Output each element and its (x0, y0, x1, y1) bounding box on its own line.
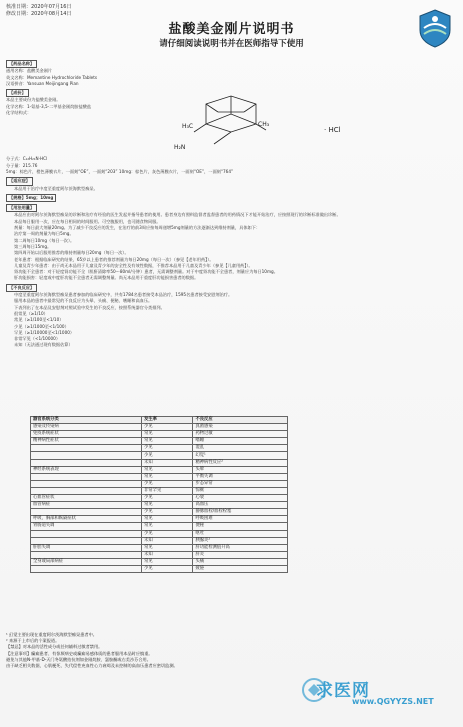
cell-frequency: 常见 (142, 516, 193, 523)
cell-frequency: 未知 (142, 459, 193, 466)
cell-frequency: 常见 (142, 523, 193, 530)
table-row (31, 516, 288, 523)
freq-line-3: 罕见（≥1/10000至<1/1000） (14, 329, 75, 335)
cell-system: 感染及传染病 (31, 424, 142, 431)
table-row (31, 565, 288, 572)
cell-reaction: 头痛 (193, 558, 288, 565)
table-header-row (31, 417, 288, 424)
cell-system: 全身或局部病症 (31, 558, 142, 565)
cell-system: 肝胆失调 (31, 544, 142, 551)
chemical-name: 化学名称：1-氨基-3,5-二甲基金刚烷胺盐酸盐 (6, 103, 92, 109)
date-block (6, 4, 71, 18)
table-row (31, 459, 288, 466)
cell-system (31, 487, 142, 494)
cell-frequency: 少见 (142, 445, 193, 452)
body-line-19: 下表列出了在本品及安慰剂对照试验中发生的不良反应，按照系统器官分类排列。 (14, 304, 165, 310)
cell-system (31, 530, 142, 537)
cell-system: 呼吸、胸部和纵隔症状 (31, 516, 142, 523)
molecular-weight: 分子量：215.76 (6, 162, 38, 168)
cell-frequency: 少见 (142, 480, 193, 487)
name-heading: 【药品名称】 (6, 60, 37, 68)
body-line-2: 本品用于治疗中度至重度阿尔茨海默型痴呆。 (14, 185, 98, 191)
table-row (31, 480, 288, 487)
molecular-formula: 分子式：C₁₂H₂₁N·HCl (6, 156, 48, 162)
cell-frequency: 未知 (142, 537, 193, 544)
body-line-6: 本品每日服用一次，应在每日相同的时间服用。可空腹服用，也可随食物同服。 (14, 218, 161, 224)
table-row (31, 509, 288, 516)
cell-reaction: 平衡失调 (193, 473, 288, 480)
body-line-18: 服用本品的患者中最常见的不良反应为头晕、头痛、便秘、嗜睡和高血压。 (14, 298, 153, 304)
table-row (31, 445, 288, 452)
table-row (31, 487, 288, 494)
cell-reaction: 幻觉¹ (193, 452, 288, 459)
cell-system (31, 459, 142, 466)
cell-system (31, 509, 142, 516)
table-row (31, 431, 288, 438)
body-line-17: 中度至重度阿尔茨海默型痴呆患者参加的临床研究中，共有1784名患者接受本品治疗，1595名患者接受安慰剂治疗。 (14, 292, 233, 298)
table-row (31, 530, 288, 537)
formula-label: 化学结构式： (6, 110, 32, 116)
cell-frequency: 常见 (142, 473, 193, 480)
cell-system: 免疫系统症状 (31, 431, 142, 438)
cell-frequency: 少见 (142, 530, 193, 537)
lower-line-0: ¹ 幻觉主要出现在重度阿尔茨海默型痴呆患者中。 (6, 632, 97, 637)
cell-reaction: 肝炎 (193, 551, 288, 558)
lower-line-5: 由于缺乏相关数据，心肌梗死、失代偿性充血性心力衰竭及未控制的高血压患者应密切监测。 (6, 663, 178, 669)
h3c-label: H₃C (182, 123, 194, 130)
pinyin-name: 汉语拼音：Yansuan Meijingang Pian (6, 80, 79, 86)
watermark-text: 求医网 (316, 681, 370, 701)
table-row (31, 551, 288, 558)
nh2-label: H₂N (174, 144, 186, 151)
cell-reaction: 步态异常 (193, 480, 288, 487)
body-line-9: 第二周每日10mg（每日一次）。 (14, 237, 75, 243)
cell-reaction: 药物过敏 (193, 431, 288, 438)
lower-line-4: 避免与其他N-甲基-D-天门冬氨酸拮抗剂如金刚烷胺、氯胺酮或右美沙芬合用。 (6, 656, 151, 662)
ch3-label: CH₃ (258, 121, 270, 128)
freq-line-4: 非常罕见（<1/10000） (14, 336, 61, 342)
revision-date: 修改日期：2020年08月14日 (6, 11, 72, 17)
body-line-0: 5mg：棕色片，橙色薄膜衣片，一面刻“OE”，一面刻“203” 10mg：棕色片，灰色薄膜衣片，一面刻“OE”，一面刻“764” (6, 168, 234, 174)
cell-reaction: 静脉血栓/血栓栓塞 (193, 509, 288, 516)
body-line-7: 剂量：每日最大剂量20mg。为了减少不良反应的发生，在治疗的前3周应按每周递增5mg剂量的方法逐渐达到维持剂量，具体如下： (14, 225, 261, 231)
body-line-5: 本品应由对阿尔茨海默型痴呆的诊断和治疗有经验的医生发起并指导患者的使用。患者身边有照料监督者监督患者的用药情况下才能开始治疗，应按照现行的诊断标准做出诊断。 (14, 212, 341, 218)
table-row (31, 495, 288, 502)
cell-frequency: 常见 (142, 431, 193, 438)
watermark-url: www.QGYYZS.NET (352, 697, 434, 706)
cell-system (31, 473, 142, 480)
body-line-15: 肝功能损害：轻度或中度肝功能不全患者无需调整剂量。尚无本品用于重度肝功能损害患者的数据。 (14, 275, 199, 281)
component-heading: 【成份】 (6, 89, 29, 97)
body-line-12: 老年患者：根据临床研究的结果，65岁以上患者的推荐剂量为每日20mg（每日一次）（参见【老年用药】）。 (14, 256, 214, 262)
freq-line-0: 很常见（≥1/10） (14, 310, 48, 316)
col-header-system: 器官系统分类 (31, 417, 142, 424)
document-title: 盐酸美金刚片说明书 (168, 22, 295, 37)
cell-system: 神经系统表现 (31, 466, 142, 473)
freq-line-2: 少见（≥1/1000至<1/100） (14, 323, 69, 329)
lower-line-3: 【注意事项】癫痫患者、有惊厥病史或癫痫易感体质的患者服用本品时应慎重。 (6, 650, 153, 656)
cell-frequency: 少见 (142, 495, 193, 502)
english-name: 英文名称：Memantine Hydrochloride Tablets (6, 74, 98, 80)
adverse-reaction-table (30, 416, 288, 573)
indication-heading: 【适应症】 (6, 177, 33, 185)
cell-reaction: 呼吸困难 (193, 516, 288, 523)
cell-reaction: 胰腺炎² (193, 537, 288, 544)
document-subtitle: 请仔细阅读说明书并在医师指导下使用 (159, 39, 304, 49)
cell-frequency: 少见 (142, 452, 193, 459)
adverse-heading: 【不良反应】 (6, 284, 37, 292)
cell-frequency: 少见 (142, 565, 193, 572)
body-line-10: 第三周每日15mg。 (14, 243, 52, 249)
cell-frequency: 非常罕见 (142, 487, 193, 494)
approval-date: 核准日期：2020年07月16日 (6, 4, 72, 10)
table-row (31, 544, 288, 551)
cell-reaction: 高血压 (193, 502, 288, 509)
table-row (31, 473, 288, 480)
generic-name: 通用名称：盐酸美金刚片 (6, 68, 53, 74)
cell-frequency: 常见 (142, 558, 193, 565)
cell-frequency: 常见 (142, 544, 193, 551)
freq-line-5: 未知（无法通过现有数据估算） (14, 342, 73, 348)
main-component: 本品主要成份为盐酸美金刚。 (6, 97, 61, 103)
lower-text (6, 632, 458, 669)
table-row (31, 523, 288, 530)
cell-reaction: 疲倦 (193, 565, 288, 572)
spec-heading: 【规格】5mg；10mg (6, 194, 56, 202)
cell-frequency: 未知 (142, 551, 193, 558)
cell-frequency: 少见 (142, 509, 193, 516)
col-header-reaction: 不良反应 (193, 417, 288, 424)
body-line-11: 第四周开始以后服用推荐的维持剂量每日20mg（每日一次）。 (14, 250, 129, 256)
table-row (31, 502, 288, 509)
cell-system: 心血管症状 (31, 495, 142, 502)
table-row (31, 558, 288, 565)
cell-reaction: 呕吐 (193, 530, 288, 537)
cell-reaction: 肝功能检测值升高 (193, 544, 288, 551)
cell-system (31, 565, 142, 572)
col-header-frequency: 发生率 (142, 417, 193, 424)
cell-reaction: 心衰 (193, 495, 288, 502)
table-row (31, 452, 288, 459)
cell-reaction: 真菌感染 (193, 424, 288, 431)
cell-reaction: 惊厥 (193, 487, 288, 494)
cell-system: 精神病性症状 (31, 438, 142, 445)
cell-reaction: 嗜睡 (193, 438, 288, 445)
cell-reaction: 便秘 (193, 523, 288, 530)
cell-system: 血管病症 (31, 502, 142, 509)
table-row (31, 537, 288, 544)
body-line-13: 儿童及青少年患者：由于尚无本品用于儿童及青少年的安全性及有效性数据，不推荐本品用于儿童及青少年（参见【儿童用药】）。 (14, 262, 253, 268)
table-row (31, 424, 288, 431)
hcl-label: · HCl (324, 126, 341, 134)
dosage-heading: 【用法用量】 (6, 204, 37, 212)
table-row (31, 438, 288, 445)
cell-system (31, 445, 142, 452)
lower-line-1: ² 来源于上市后的个案报道。 (6, 638, 60, 644)
cell-reaction: 混乱 (193, 445, 288, 452)
cell-system (31, 551, 142, 558)
cell-system (31, 452, 142, 459)
cell-frequency: 少见 (142, 424, 193, 431)
table-row (31, 466, 288, 473)
cell-frequency: 常见 (142, 466, 193, 473)
cell-system: 胃肠道失调 (31, 523, 142, 530)
body-line-14: 肾功能不全患者：对于轻度肾功能不全（肌酐清除率50～80ml/分钟）患者，无需调整剂量。对于中度肾功能不全患者，剂量应为每日10mg。 (14, 269, 278, 275)
company-logo (416, 8, 454, 48)
cell-system (31, 480, 142, 487)
lower-line-2: 【禁忌】对本品的活性成分或任何辅料过敏者禁用。 (6, 644, 103, 650)
cell-system (31, 537, 142, 544)
cell-frequency: 常见 (142, 502, 193, 509)
freq-line-1: 常见（≥1/100至<1/10） (14, 317, 64, 323)
body-line-8: 治疗第一周的剂量为每日5mg。 (14, 231, 74, 237)
cell-frequency: 常见 (142, 438, 193, 445)
cell-reaction: 头晕 (193, 466, 288, 473)
cell-reaction: 精神病性反应² (193, 459, 288, 466)
